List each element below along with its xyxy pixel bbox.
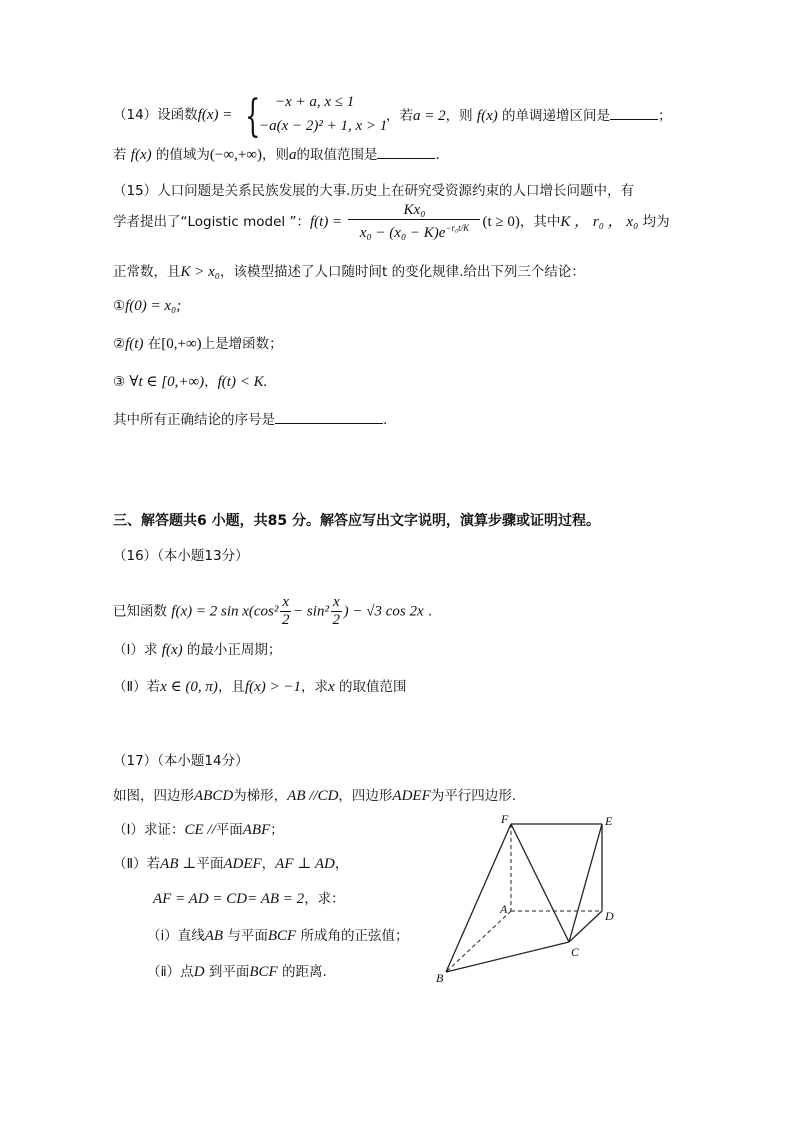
q17-sub-ii: （ⅱ）点D 到平面BCF 的距离. [147, 964, 327, 980]
label-D: D [605, 909, 614, 923]
label-E: E [605, 814, 613, 828]
q17-line1: 如图，四边形ABCD为梯形，AB //CD，四边形ADEF为平行四边形. [113, 788, 517, 804]
half-x-fraction: $\frac{x}{2}$ [281, 594, 290, 628]
q16-part2: （Ⅱ）若x ∈ (0, π)，且f(x) > −1，求x 的取值范围 [113, 679, 407, 695]
q17-sub-i: （ⅰ）直线AB 与平面BCF 所成角的正弦值； [147, 928, 409, 944]
edge-CE [569, 824, 602, 942]
q15-conclusion-1: ①f(0) = x₀; [113, 298, 182, 314]
q15-line3: 正常数，且K > x₀，该模型描述了人口随时间t 的变化规律.给出下列三个结论： [113, 264, 585, 280]
q17-number: （17）（本小题14分） [113, 753, 249, 769]
q15-conclusion-3: ③ ∀t ∈ [0,+∞)，f(t) < K. [113, 374, 268, 390]
logistic-fraction: $\frac{\text{Kx₀}}{x_0 - (x_0 - K)e^{-r_0t/K}}$ [348, 202, 480, 242]
brace-symbol: { [245, 91, 261, 142]
answer-blank[interactable] [275, 409, 383, 424]
label-F: F [501, 812, 509, 826]
q15-question: 其中所有正确结论的序号是 . [113, 409, 387, 430]
half-x-fraction: $\frac{x}{2}$ [332, 594, 341, 628]
answer-blank[interactable] [377, 144, 435, 159]
q17-part1: （Ⅰ）求证：CE //平面ABF； [113, 822, 284, 838]
edge-BC [446, 942, 569, 972]
q14-number: （14） [113, 107, 158, 123]
geometry-figure [430, 810, 630, 990]
edge-FB [446, 824, 511, 972]
q15-line2: 学者提出了“Logistic model ”：f(t) = $\frac{\text{Kx₀}}{x_0 - (x_0 - K)e^{-r_0t/K}}$ (t ≥ 0)，其中K ， r₀ ， x₀ 均为 [113, 202, 670, 241]
q17-part2: （Ⅱ）若AB ⊥平面ADEF，AF ⊥ AD， [113, 856, 349, 872]
label-C: C [571, 945, 580, 959]
q14-line1: （14）设函数f(x) = [113, 107, 233, 123]
q14-line1-tail: ，若a = 2，则 f(x) 的单调递增区间是 ； [386, 105, 672, 126]
edge-AB-hidden [446, 911, 511, 972]
edge-FC [511, 824, 569, 942]
q14-line2: 若 f(x) 的值域为(−∞,+∞)，则a的取值范围是 . [113, 144, 440, 165]
label-A: A [500, 902, 508, 916]
label-B: B [436, 971, 444, 985]
section-heading: 三、解答题共6 小题，共85 分。解答应写出文字说明，演算步骤或证明过程。 [113, 513, 600, 529]
q16-part1: （Ⅰ）求 f(x) 的最小正周期； [113, 642, 282, 658]
q16-function: 已知函数 f(x) = 2 sin x(cos² $\frac{x}{2}$ − sin² $\frac{x}{2}$ ) − √3 cos 2x . [113, 594, 433, 628]
q15-line1: （15）人口问题是关系民族发展的大事.历史上在研究受资源约束的人口增长问题中，有 [113, 183, 634, 199]
q15-conclusion-2: ②f(t) 在[0,+∞)上是增函数； [113, 336, 283, 352]
q16-number: （16）（本小题13分） [113, 548, 249, 564]
q14-piecewise: { −x + a, x ≤ 1 −a(x − 2)² + 1, x > 1 [245, 91, 388, 142]
answer-blank[interactable] [610, 105, 658, 120]
q15-number: （15） [113, 183, 158, 199]
q17-given: AF = AD = CD= AB = 2，求： [153, 891, 345, 907]
